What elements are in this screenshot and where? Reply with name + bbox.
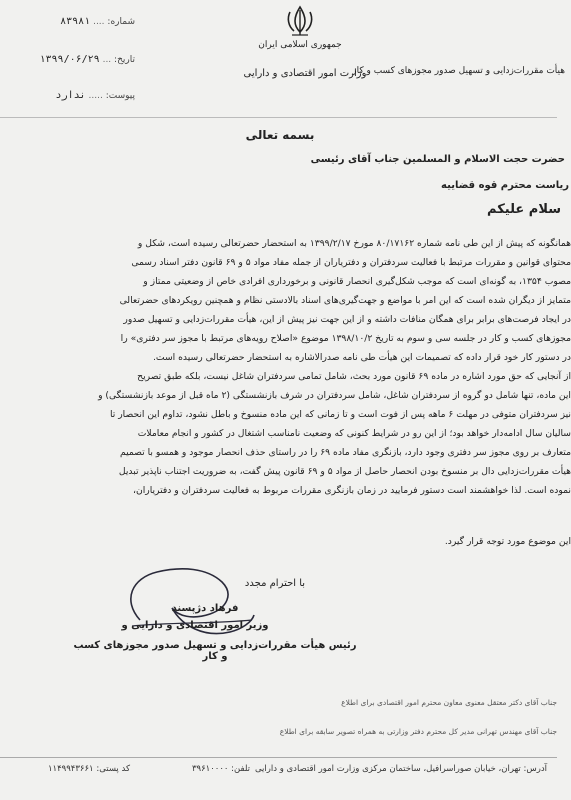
greeting: سلام علیکم: [487, 202, 561, 217]
attach-label: پیوست:: [105, 91, 135, 101]
footer-address: آدرس: تهران، خیابان صوراسرافیل، ساختمان مرکزی وزارت امور اقتصادی و دارایی: [254, 764, 547, 774]
iran-emblem-icon: [282, 4, 318, 38]
footer-divider: [0, 757, 557, 758]
body-line: سالیان سال ادامه‌دار خواهد بود؛ از این رو در شرایط کنونی که وضعیت نامناسب اشتغال در کشور و انجام معاملات: [137, 428, 571, 439]
ministry-name: وزارت امور اقتصادی و دارایی: [243, 68, 367, 79]
body-line: محتوای قوانین و مقررات مرتبط با فعالیت سردفتران و دفتریاران از جمله مفاد مواد ۵ و ۶۹ قانون دفتر اسناد رسمی: [131, 257, 571, 268]
country-name: جمهوری اسلامی ایران: [258, 40, 342, 50]
body-line: متمایز از دیگران شده است که این امر با مواضع و جهت‌گیری‌های اسناد بالادستی نظام و همچنین رویکردهای حضرتعالی: [119, 295, 571, 306]
body-line: هیأت مقررات‌زدایی دال بر منسوخ بودن انحصار حاصل از مواد ۵ و ۶۹ قانون پیش گفت، به ضروریت اجتناب ناپذیر تبدیل: [118, 466, 571, 477]
date-dots: ...: [102, 55, 112, 65]
body-line: مجوزهای کسب و کار در جلسه سی و سوم به تاریخ ۱۳۹۸/۱۰/۲ موضوع «اصلاح رویه‌های مرتبط با مجوز سر دفتری» را: [120, 333, 571, 344]
letter-number: [0, 16, 135, 27]
closing-phrase: با احترام مجدد: [244, 578, 306, 589]
letter-date: [0, 54, 135, 65]
body-line: همانگونه که پیش از این طی نامه شماره ۸۰/۱۷۱۶۲ مورخ ۱۳۹۹/۲/۱۷ به استحضار حضرتعالی رسیده است، شکل و: [137, 238, 571, 249]
addressee-line-2: ریاست محترم قوه قضاییه: [441, 180, 569, 191]
agency-name: هیأت مقررات‌زدایی و تسهیل صدور مجوزهای کسب و کار: [352, 66, 565, 76]
number-dots: ....: [93, 17, 105, 27]
body-line: این ماده، تنها شامل دو گروه از سردفتران شاغل، شامل سردفتران در شرف بازنشستگی (۲ ماه قبل از موعد بازنشستگی) و: [98, 390, 571, 401]
bismillah: بسمه تعالی: [245, 128, 315, 142]
cc-line-1: جناب آقای دکتر معتقل معنوی معاون محترم امور اقتصادی برای اطلاع: [341, 698, 557, 707]
body-line: نیز سردفتران متوفی در مهلت ۶ ماهه پس از فوت است و تا زمانی که این ماده منسوخ و باطل نشود، تداوم این انحصار تا: [109, 409, 571, 420]
header-divider: [0, 117, 557, 118]
footer-phone: تلفن: ۳۹۶۱۰۰۰۰: [191, 764, 250, 774]
body-line: این موضوع مورد توجه قرار گیرد.: [444, 536, 571, 547]
body-line: در ایجاد فرصت‌های برابر برای همگان منافات داشته و از این جهت نیز پیش از این، هیأت مقررات‌زدایی و تسهیل صدور: [123, 314, 571, 325]
body-line: در دستور کار خود قرار داده که تصمیمات این هیأت طی نامه صدرالاشاره به استحضار حضرتعالی رسیده است.: [153, 352, 571, 363]
letter-attachment: [0, 90, 135, 101]
signer-name: فرهاد دژپسند: [171, 603, 239, 614]
signer-title-1: وزیر امور اقتصادی و دارایی و: [121, 620, 269, 631]
date-label: تاریخ:: [114, 55, 135, 65]
body-line: از آنجایی که حق مورد اشاره در ماده ۶۹ قانون مورد بحث، شامل تمامی سردفتران شاغل نیست، بلکه طبق تصریح: [137, 371, 571, 382]
number-value: ۸۳۹۸۱: [60, 16, 91, 27]
attach-dots: .....: [88, 91, 103, 101]
body-line: نموده است. لذا خواهشمند است دستور فرمایید در زمان بازنگری مقررات مربوط به فعالیت سردفتران و دفتریاران،: [133, 485, 571, 496]
body-line: مصوب ۱۳۵۴، به گونه‌ای است که موجب شکل‌گیری انحصار قانونی و برخورداری افرادی خاص از وضعیتی ممتاز و: [143, 276, 571, 287]
number-label: شماره:: [107, 17, 135, 27]
cc-line-2: جناب آقای مهندس تهرانی مدیر کل محترم دفتر وزارتی به همراه تصویر سابقه برای اطلاع: [279, 727, 557, 736]
addressee-line-1: حضرت حجت الاسلام و المسلمین جناب آقای رئیسی: [310, 154, 565, 165]
date-value: ۱۳۹۹/۰۶/۲۹: [39, 54, 100, 65]
signer-title-2: رئیس هیأت مقررات‌زدایی و تسهیل صدور مجوزهای کسب و کار: [73, 640, 357, 662]
footer-postal: کد پستی: ۱۱۴۹۹۴۳۶۶۱: [47, 764, 130, 774]
body-line: متعارف بر روی مجوز سر دفتری وجود دارد، بازنگری مفاد ماده ۶۹ را در راستای حذف انحصار موجود و همسو با تصمیم: [119, 447, 571, 458]
attach-value: ندارد: [55, 90, 86, 101]
